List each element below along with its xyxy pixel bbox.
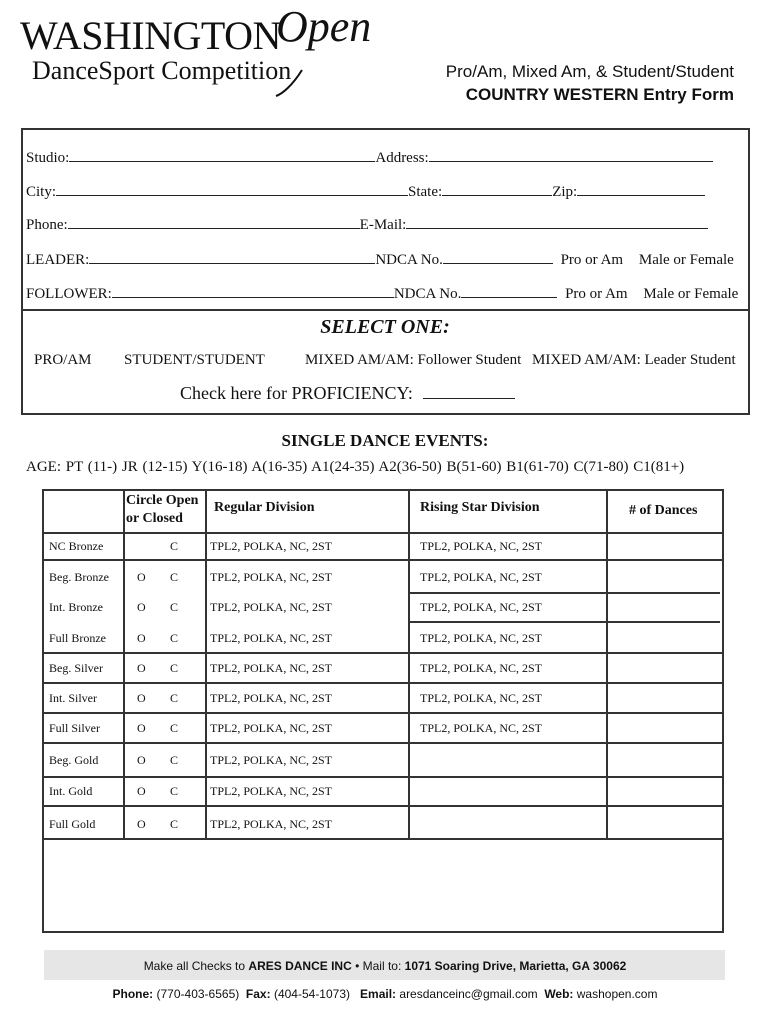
header-regular: Regular Division	[214, 500, 315, 515]
rising-star-dances: TPL2, POLKA, NC, 2ST	[420, 539, 543, 553]
header-line2: COUNTRY WESTERN Entry Form	[465, 85, 734, 104]
email-field[interactable]	[406, 214, 708, 229]
closed-option[interactable]: C	[170, 661, 179, 675]
level-label: Beg. Bronze	[49, 570, 109, 584]
rising-star-dances: TPL2, POLKA, NC, 2ST	[420, 721, 543, 735]
logo-title: WASHINGTON	[20, 13, 281, 58]
header-dances: # of Dances	[629, 503, 698, 518]
level-label: Beg. Gold	[49, 753, 99, 767]
rising-star-dances: TPL2, POLKA, NC, 2ST	[420, 600, 543, 614]
phone-number: (770-403-6565)	[156, 987, 240, 1001]
leader-pro-am[interactable]: Pro or Am	[560, 252, 624, 268]
state-field[interactable]	[442, 181, 552, 196]
phone-row	[26, 214, 708, 234]
web-label: Web:	[544, 987, 574, 1001]
leader-row	[26, 249, 734, 269]
proficiency-label: Check here for PROFICIENCY:	[180, 383, 413, 403]
closed-option[interactable]: C	[170, 817, 179, 831]
regular-division-dances: TPL2, POLKA, NC, 2ST	[210, 784, 333, 798]
mail-prefix: • Mail to:	[351, 959, 405, 973]
web-address[interactable]: washopen.com	[576, 987, 658, 1001]
closed-option[interactable]: C	[170, 784, 179, 798]
zip-field[interactable]	[577, 181, 705, 196]
email-label: E-Mail:	[359, 217, 407, 233]
address-field[interactable]	[429, 147, 713, 162]
closed-option[interactable]: C	[170, 600, 179, 614]
level-label: Int. Bronze	[49, 600, 103, 614]
state-label: State:	[408, 184, 443, 200]
rising-star-dances: TPL2, POLKA, NC, 2ST	[420, 661, 543, 675]
regular-division-dances: TPL2, POLKA, NC, 2ST	[210, 691, 333, 705]
regular-division-dances: TPL2, POLKA, NC, 2ST	[210, 539, 333, 553]
email-address[interactable]: aresdanceinc@gmail.com	[399, 987, 538, 1001]
follower-pro-am[interactable]: Pro or Am	[565, 286, 628, 302]
regular-division-dances: TPL2, POLKA, NC, 2ST	[210, 721, 333, 735]
events-title: SINGLE DANCE EVENTS:	[281, 431, 489, 450]
header-rising: Rising Star Division	[420, 500, 540, 515]
regular-division-dances: TPL2, POLKA, NC, 2ST	[210, 661, 333, 675]
open-option[interactable]: O	[137, 661, 146, 675]
level-label: Int. Gold	[49, 784, 93, 798]
leader-gender[interactable]: Male or Female	[638, 252, 734, 268]
studio-label: Studio:	[26, 150, 70, 166]
regular-division-dances: TPL2, POLKA, NC, 2ST	[210, 753, 333, 767]
regular-division-dances: TPL2, POLKA, NC, 2ST	[210, 631, 333, 645]
follower-gender[interactable]: Male or Female	[643, 286, 739, 302]
level-label: Beg. Silver	[49, 661, 103, 675]
phone-field[interactable]	[68, 214, 360, 229]
select-one-title: SELECT ONE:	[320, 316, 450, 338]
closed-option[interactable]: C	[170, 753, 179, 767]
rising-star-dances: TPL2, POLKA, NC, 2ST	[420, 691, 543, 705]
email-label-footer: Email:	[360, 987, 397, 1001]
open-option[interactable]: O	[137, 817, 146, 831]
phone-label: Phone:	[26, 217, 68, 233]
address-label: Address:	[375, 150, 429, 166]
open-option[interactable]: O	[137, 600, 146, 614]
leader-field[interactable]	[89, 249, 375, 264]
age-categories: AGE: PT (11-) JR (12-15) Y(16-18) A(16-35) A1(24-35) A2(36-50) B(51-60) B1(61-70) C(71-80) C1(81+)	[26, 459, 685, 475]
phone-label: Phone:	[112, 987, 154, 1001]
option-mixed-follower[interactable]: MIXED AM/AM: Follower Student	[305, 352, 522, 368]
proficiency-field[interactable]	[423, 383, 515, 399]
regular-division-dances: TPL2, POLKA, NC, 2ST	[210, 570, 333, 584]
city-field[interactable]	[56, 181, 408, 196]
rising-star-dances: TPL2, POLKA, NC, 2ST	[420, 631, 543, 645]
option-mixed-leader[interactable]: MIXED AM/AM: Leader Student	[532, 352, 736, 368]
fax-number: (404-54-1073)	[273, 987, 351, 1001]
level-label: Int. Silver	[49, 691, 97, 705]
open-option[interactable]: O	[137, 570, 146, 584]
open-option[interactable]: O	[137, 691, 146, 705]
closed-option[interactable]: C	[170, 570, 179, 584]
follower-ndca-label: NDCA No.	[393, 286, 462, 302]
leader-label: LEADER:	[26, 252, 90, 268]
follower-label: FOLLOWER:	[26, 286, 112, 302]
option-student-student[interactable]: STUDENT/STUDENT	[124, 352, 265, 368]
follower-field[interactable]	[112, 283, 394, 298]
follower-ndca-field[interactable]	[461, 283, 557, 298]
studio-field[interactable]	[69, 147, 375, 162]
level-label: Full Bronze	[49, 631, 106, 645]
checks-payee: ARES DANCE INC	[248, 959, 352, 973]
level-label: NC Bronze	[49, 539, 104, 553]
open-option[interactable]: O	[137, 753, 146, 767]
header-line1: Pro/Am, Mixed Am, & Student/Student	[445, 62, 734, 81]
regular-division-dances: TPL2, POLKA, NC, 2ST	[210, 600, 333, 614]
rising-star-dances: TPL2, POLKA, NC, 2ST	[420, 570, 543, 584]
leader-ndca-field[interactable]	[443, 249, 553, 264]
header-circle: Circle Open or Closed	[126, 493, 199, 526]
closed-option[interactable]: C	[170, 721, 179, 735]
footer-line2	[0, 987, 770, 1001]
open-option[interactable]: O	[137, 721, 146, 735]
events-table	[42, 489, 724, 933]
option-pro-am[interactable]: PRO/AM	[34, 352, 92, 368]
open-option[interactable]: O	[137, 784, 146, 798]
mail-address: 1071 Soaring Drive, Marietta, GA 30062	[404, 959, 627, 973]
open-option[interactable]: O	[137, 631, 146, 645]
follower-row	[26, 283, 738, 303]
fax-label: Fax:	[245, 987, 271, 1001]
closed-option[interactable]: C	[170, 539, 179, 553]
city-row	[26, 181, 705, 201]
regular-division-dances: TPL2, POLKA, NC, 2ST	[210, 817, 333, 831]
logo-script: Open	[276, 2, 372, 51]
proficiency-row	[180, 383, 515, 404]
checks-prefix: Make all Checks to	[143, 959, 249, 973]
level-label: Full Silver	[49, 721, 101, 735]
logo-subtitle: DanceSport Competition	[32, 56, 292, 85]
closed-option[interactable]: C	[170, 691, 179, 705]
leader-ndca-label: NDCA No.	[375, 252, 443, 268]
closed-option[interactable]: C	[170, 631, 179, 645]
zip-label: Zip:	[552, 184, 578, 200]
studio-row	[26, 147, 713, 167]
footer-line1	[0, 959, 770, 973]
city-label: City:	[26, 184, 57, 200]
level-label: Full Gold	[49, 817, 96, 831]
